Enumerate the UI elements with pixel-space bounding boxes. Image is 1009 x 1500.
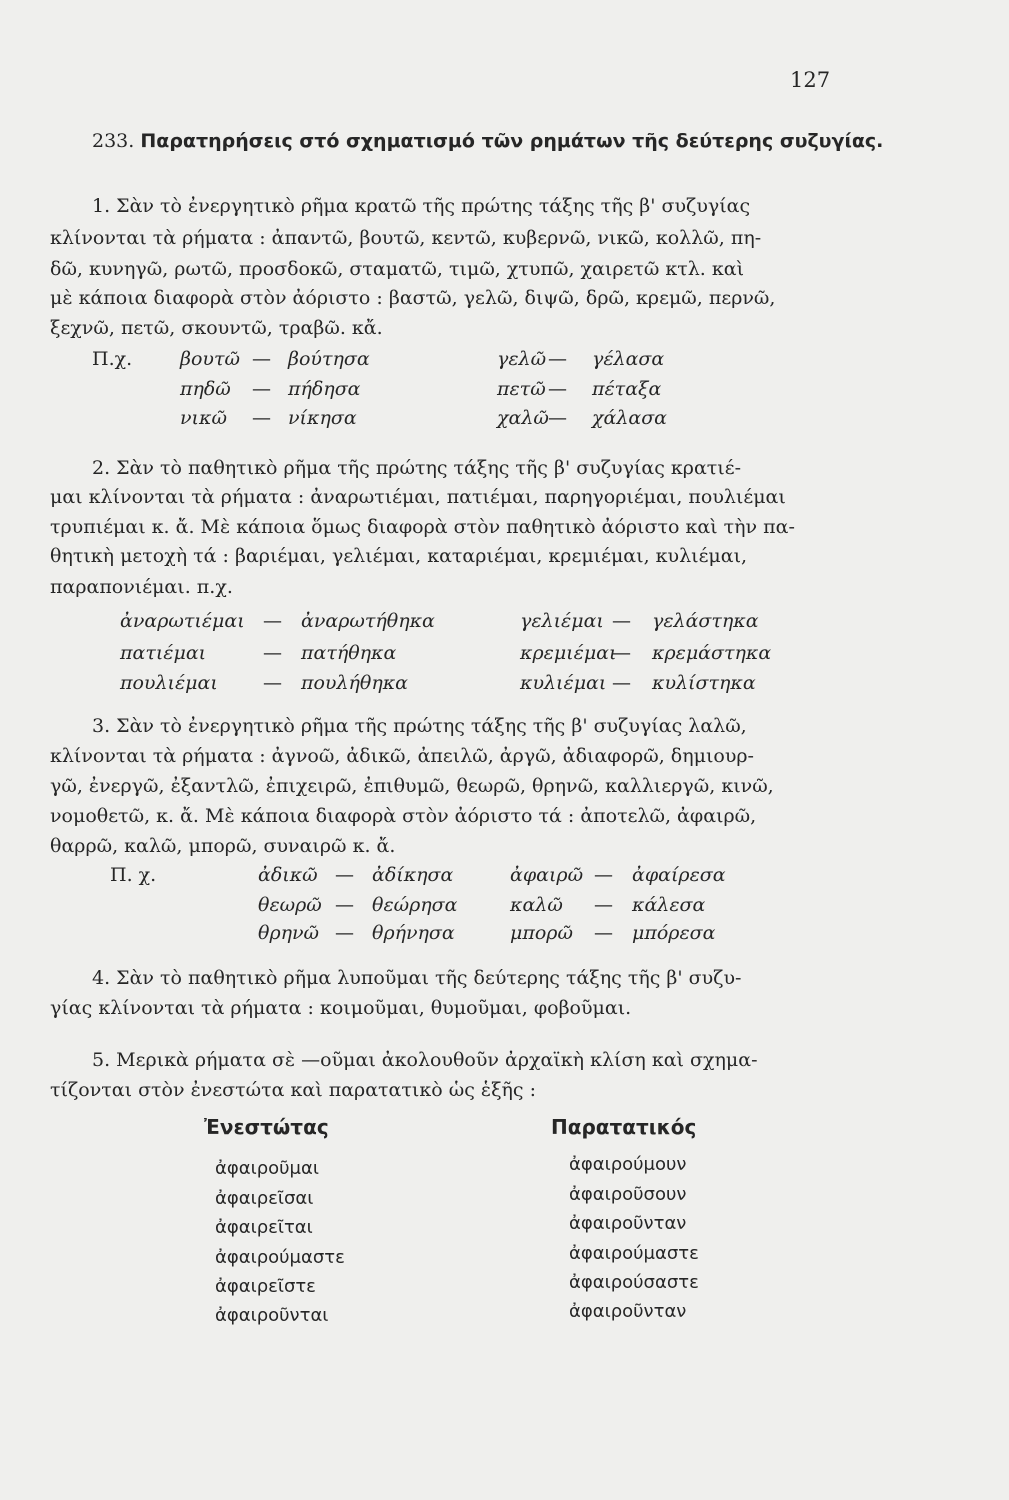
ex3-r3-c6: μπόρεσα (632, 922, 716, 944)
ex2-r2-c6: κρεμάστηκα (652, 642, 772, 664)
p3-line-4: νομοθετῶ, κ. ἄ. Μὲ κάποια διαφορὰ στὸν ἀόριστο τά : ἀποτελῶ, ἀφαιρῶ, (50, 805, 757, 827)
imperfect-form: ἀφαιροῦνταν (569, 1301, 687, 1322)
ex1-r3-c2: — (252, 407, 271, 429)
present-form: ἀφαιρεῖσαι (215, 1188, 314, 1209)
ex1-r2-c3: πήδησα (288, 378, 361, 400)
ex2-r1-c4: γελιέμαι (520, 610, 604, 632)
p5-line-1: 5. Μερικὰ ρήματα σὲ —οῦμαι ἀκολουθοῦν ἀρχαϊκὴ κλίση καὶ σχημα- (92, 1049, 758, 1071)
ex3-r3-c3: θρήνησα (372, 922, 455, 944)
p1-line-4: μὲ κάποια διαφορὰ στὸν ἀόριστο : βαστῶ, γελῶ, διψῶ, δρῶ, κρεμῶ, περνῶ, (50, 287, 776, 309)
ex2-r2-c4: κρεμιέμαι (520, 642, 617, 664)
p3-line-3: γῶ, ἐνεργῶ, ἐξαντλῶ, ἐπιχειρῶ, ἐπιθυμῶ, θεωρῶ, θρηνῶ, καλλιεργῶ, κινῶ, (50, 775, 774, 797)
section-number: 233. (92, 130, 135, 152)
ex3-r2-c3: θεώρησα (372, 894, 458, 916)
p3-line-2: κλίνονται τὰ ρήματα : ἀγνοῶ, ἀδικῶ, ἀπειλῶ, ἀργῶ, ἀδιαφορῶ, δημιουρ- (50, 745, 754, 767)
ex1-r3-c4: χαλῶ (497, 407, 549, 429)
example-label-2: Π. χ. (110, 864, 157, 886)
ex1-r2-c2: — (252, 378, 271, 400)
ex3-r1-c2: — (335, 864, 354, 886)
ex1-r2-c5: — (548, 378, 567, 400)
present-form: ἀφαιρεῖστε (215, 1276, 316, 1297)
ex1-r2-c6: πέταξα (592, 378, 662, 400)
imperfect-header: Παρατατικός (551, 1115, 697, 1139)
ex2-r2-c5: — (612, 642, 631, 664)
ex3-r1-c6: ἀφαίρεσα (632, 864, 726, 886)
ex3-r2-c4: καλῶ (510, 894, 563, 916)
present-header: Ἐνεστώτας (204, 1115, 329, 1139)
ex3-r3-c4: μπορῶ (510, 922, 573, 944)
section-heading (92, 128, 883, 154)
ex1-r1-c3: βούτησα (288, 348, 370, 370)
ex3-r3-c2: — (335, 922, 354, 944)
present-form: ἀφαιρεῖται (215, 1217, 313, 1238)
ex2-r2-c2: — (263, 642, 282, 664)
ex1-r1-c5: — (548, 348, 567, 370)
imperfect-form: ἀφαιρούσαστε (569, 1272, 699, 1293)
ex3-r2-c1: θεωρῶ (258, 894, 322, 916)
ex2-r2-c3: πατήθηκα (301, 642, 397, 664)
p5-line-2: τίζονται στὸν ἐνεστώτα καὶ παρατατικὸ ὡς ἑξῆς : (50, 1079, 537, 1101)
present-form: ἀφαιροῦμαι (215, 1158, 319, 1179)
section-title: Παρατηρήσεις στό σχηματισμό τῶν ρημάτων τῆς δεύτερης συζυγίας. (140, 130, 884, 152)
ex1-r3-c3: νίκησα (288, 407, 357, 429)
ex2-r3-c1: πουλιέμαι (120, 672, 218, 694)
imperfect-form: ἀφαιρούμουν (569, 1154, 687, 1175)
ex2-r1-c5: — (612, 610, 631, 632)
p2-line-2: μαι κλίνονται τὰ ρήματα : ἀναρωτιέμαι, πατιέμαι, παρηγοριέμαι, πουλιέμαι (50, 486, 786, 508)
p3-line-5: θαρρῶ, καλῶ, μπορῶ, συναιρῶ κ. ἄ. (50, 835, 396, 857)
ex3-r1-c3: ἀδίκησα (372, 864, 454, 886)
ex3-r1-c1: ἀδικῶ (258, 864, 318, 886)
present-form: ἀφαιρούμαστε (215, 1247, 345, 1268)
imperfect-form: ἀφαιρούμαστε (569, 1243, 699, 1264)
ex1-r1-c6: γέλασα (592, 348, 665, 370)
ex2-r3-c3: πουλήθηκα (301, 672, 409, 694)
p1-line-2: κλίνονται τὰ ρήματα : ἀπαντῶ, βουτῶ, κεντῶ, κυβερνῶ, νικῶ, κολλῶ, πη- (50, 227, 762, 249)
p2-line-5: παραπονιέμαι. π.χ. (50, 576, 233, 598)
ex1-r1-c1: βουτῶ (180, 348, 240, 370)
ex2-r1-c6: γελάστηκα (652, 610, 759, 632)
ex2-r3-c4: κυλιέμαι (520, 672, 607, 694)
p4-line-2: γίας κλίνονται τὰ ρήματα : κοιμοῦμαι, θυμοῦμαι, φοβοῦμαι. (50, 997, 632, 1019)
ex1-r2-c4: πετῶ (497, 378, 546, 400)
ex2-r3-c6: κυλίστηκα (652, 672, 756, 694)
ex3-r1-c5: — (594, 864, 613, 886)
p2-line-3: τρυπιέμαι κ. ἄ. Μὲ κάποια ὅμως διαφορὰ στὸν παθητικὸ ἀόριστο καὶ τὴν πα- (50, 516, 795, 538)
ex1-r3-c6: χάλασα (592, 407, 668, 429)
ex1-r2-c1: πηδῶ (180, 378, 231, 400)
p1-line-1: 1. Σὰν τὸ ἐνεργητικὸ ρῆμα κρατῶ τῆς πρώτης τάξης τῆς β' συζυγίας (92, 195, 751, 217)
ex2-r1-c3: ἀναρωτήθηκα (301, 610, 435, 632)
p4-line-1: 4. Σὰν τὸ παθητικὸ ρῆμα λυποῦμαι τῆς δεύτερης τάξης τῆς β' συζυ- (92, 967, 742, 989)
ex1-r3-c1: νικῶ (180, 407, 227, 429)
p1-line-5: ξεχνῶ, πετῶ, σκουντῶ, τραβῶ. κἄ. (50, 317, 383, 339)
p1-line-3: δῶ, κυνηγῶ, ρωτῶ, προσδοκῶ, σταματῶ, τιμῶ, χτυπῶ, χαιρετῶ κτλ. καὶ (50, 258, 745, 280)
ex1-r1-c2: — (252, 348, 271, 370)
ex3-r2-c2: — (335, 894, 354, 916)
page-number: 127 (790, 68, 831, 92)
p2-line-1: 2. Σὰν τὸ παθητικὸ ρῆμα τῆς πρώτης τάξης τῆς β' συζυγίας κρατιέ- (92, 457, 742, 479)
ex3-r2-c6: κάλεσα (632, 894, 706, 916)
example-label: Π.χ. (92, 348, 133, 370)
ex1-r3-c5: — (548, 407, 567, 429)
ex3-r3-c1: θρηνῶ (258, 922, 320, 944)
p2-line-4: θητικὴ μετοχὴ τά : βαριέμαι, γελιέμαι, καταριέμαι, κρεμιέμαι, κυλιέμαι, (50, 545, 748, 567)
present-form: ἀφαιροῦνται (215, 1305, 329, 1326)
ex2-r1-c2: — (263, 610, 282, 632)
ex3-r2-c5: — (594, 894, 613, 916)
p3-line-1: 3. Σὰν τὸ ἐνεργητικὸ ρῆμα τῆς πρώτης τάξης τῆς β' συζυγίας λαλῶ, (92, 715, 747, 737)
ex1-r1-c4: γελῶ (497, 348, 547, 370)
imperfect-form: ἀφαιροῦσουν (569, 1184, 687, 1205)
ex2-r3-c2: — (263, 672, 282, 694)
ex2-r2-c1: πατιέμαι (120, 642, 207, 664)
ex3-r1-c4: ἀφαιρῶ (510, 864, 584, 886)
imperfect-form: ἀφαιροῦνταν (569, 1213, 687, 1234)
ex3-r3-c5: — (594, 922, 613, 944)
ex2-r1-c1: ἀναρωτιέμαι (120, 610, 245, 632)
ex2-r3-c5: — (612, 672, 631, 694)
